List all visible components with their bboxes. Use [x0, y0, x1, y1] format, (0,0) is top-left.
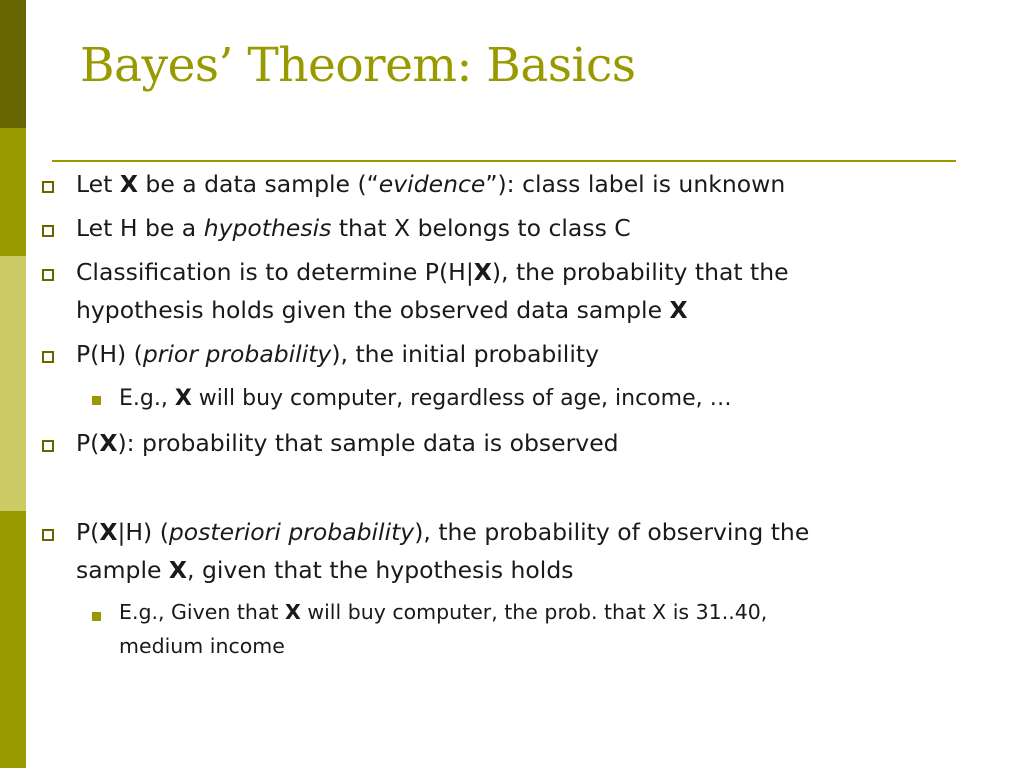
bullet-2: Let H be a hypothesis that X belongs to class C	[76, 214, 631, 242]
slide-title: Bayes’ Theorem: Basics	[80, 38, 636, 93]
bullet-4: P(H) (prior probability), the initial probability	[76, 340, 599, 368]
bullet-3-line-2: hypothesis holds given the observed data sample X	[76, 296, 688, 324]
bullet-icon	[42, 351, 54, 363]
bullet-icon	[42, 440, 54, 452]
sub-bullet-icon	[92, 612, 101, 621]
bullet-6-line-2: sample X, given that the hypothesis holds	[76, 556, 574, 584]
bullet-icon	[42, 529, 54, 541]
bullet-icon	[42, 225, 54, 237]
bullet-6-sub-line-2: medium income	[119, 634, 285, 658]
bullet-icon	[42, 269, 54, 281]
bullet-6-line-1: P(X|H) (posteriori probability), the probability of observing the	[76, 518, 810, 546]
bullet-4-sub: E.g., X will buy computer, regardless of age, income, …	[119, 386, 732, 411]
bullet-icon	[42, 181, 54, 193]
bullet-1: Let X be a data sample (“evidence”): class label is unknown	[76, 170, 786, 198]
bullet-3-line-1: Classification is to determine P(H|X), the probability that the	[76, 258, 789, 286]
bullet-6-sub-line-1: E.g., Given that X will buy computer, the prob. that X is 31..40,	[119, 600, 768, 624]
bullet-5: P(X): probability that sample data is observed	[76, 429, 619, 457]
sub-bullet-icon	[92, 396, 101, 405]
